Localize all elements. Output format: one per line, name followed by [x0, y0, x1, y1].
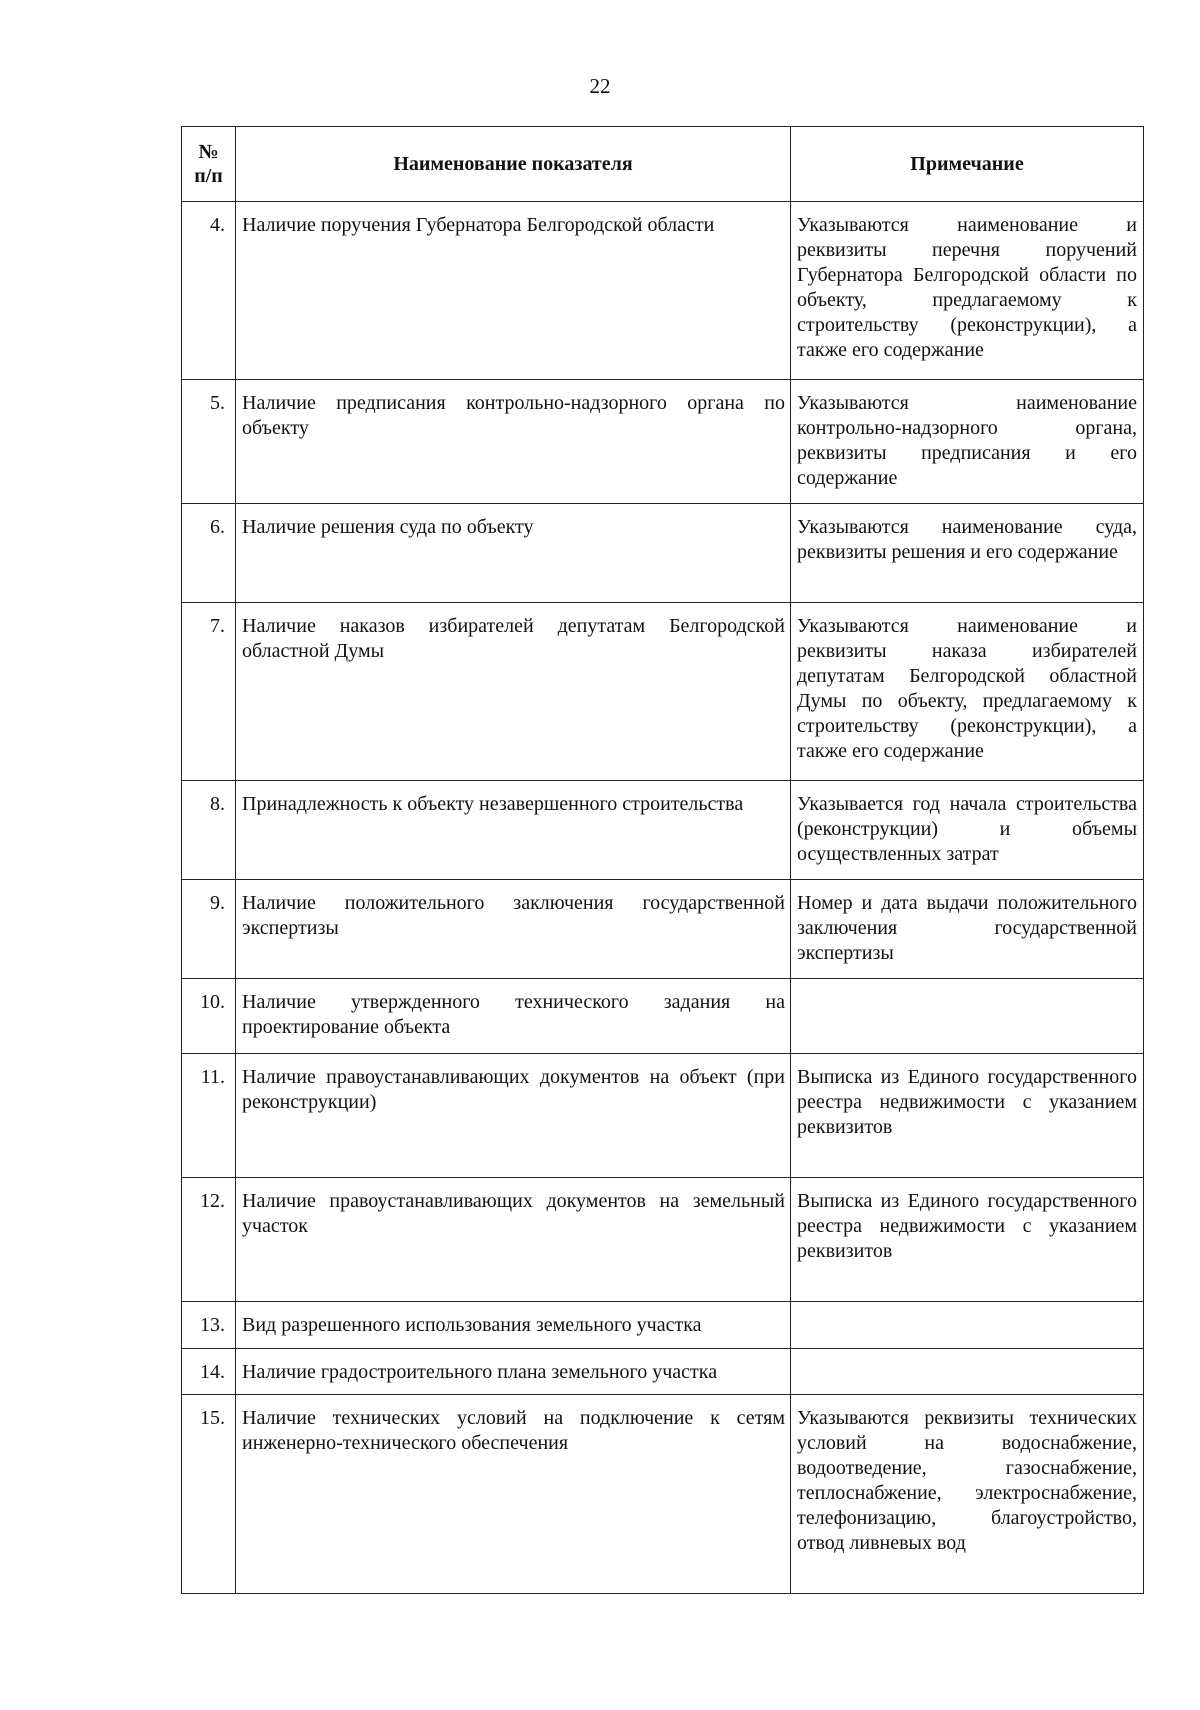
row-number: 11.	[182, 1054, 236, 1178]
table-row	[182, 504, 1144, 603]
row-number: 14.	[182, 1349, 236, 1395]
row-number: 7.	[182, 603, 236, 781]
indicators-table	[181, 126, 1144, 1594]
indicator-note: Указываются наименование и реквизиты перечня поручений Губернатора Белгородской области по объекту, предлагаемому к строительству (реконструкции), а также его содержание	[791, 202, 1144, 380]
indicator-name: Наличие наказов избирателей депутатам Белгородской областной Думы	[236, 603, 791, 781]
table-row	[182, 979, 1144, 1054]
indicator-note	[791, 979, 1144, 1054]
row-number: 10.	[182, 979, 236, 1054]
row-number: 8.	[182, 781, 236, 880]
table-header-row	[182, 127, 1144, 202]
row-number: 4.	[182, 202, 236, 380]
indicator-note: Номер и дата выдачи положительного заключения государственной экспертизы	[791, 880, 1144, 979]
row-number: 6.	[182, 504, 236, 603]
table-row	[182, 1302, 1144, 1349]
indicator-note: Указываются наименование суда, реквизиты решения и его содержание	[791, 504, 1144, 603]
indicator-name: Принадлежность к объекту незавершенного строительства	[236, 781, 791, 880]
row-number: 13.	[182, 1302, 236, 1349]
table-row	[182, 202, 1144, 380]
header-number: № п/п	[182, 127, 236, 202]
header-indicator-name: Наименование показателя	[236, 127, 791, 202]
table-row	[182, 1178, 1144, 1302]
indicator-note: Указываются реквизиты технических условий на водоснабжение, водоотведение, газоснабжение, теплоснабжение, электроснабжение, телефонизацию, благоустройство, отвод ливневых вод	[791, 1395, 1144, 1594]
indicator-note: Выписка из Единого государственного реестра недвижимости с указанием реквизитов	[791, 1178, 1144, 1302]
row-number: 12.	[182, 1178, 236, 1302]
indicator-note	[791, 1302, 1144, 1349]
indicator-note: Указываются наименование и реквизиты наказа избирателей депутатам Белгородской областной Думы по объекту, предлагаемому к строительству (реконструкции), а также его содержание	[791, 603, 1144, 781]
row-number: 5.	[182, 380, 236, 504]
table-row	[182, 1395, 1144, 1594]
indicator-name: Наличие поручения Губернатора Белгородской области	[236, 202, 791, 380]
table-row	[182, 1054, 1144, 1178]
page-number: 22	[589, 74, 611, 98]
indicator-note: Выписка из Единого государственного реестра недвижимости с указанием реквизитов	[791, 1054, 1144, 1178]
indicator-name: Наличие правоустанавливающих документов на земельный участок	[236, 1178, 791, 1302]
indicator-name: Наличие правоустанавливающих документов на объект (при реконструкции)	[236, 1054, 791, 1178]
indicator-name: Наличие положительного заключения государственной экспертизы	[236, 880, 791, 979]
indicator-name: Наличие утвержденного технического задания на проектирование объекта	[236, 979, 791, 1054]
table-row	[182, 603, 1144, 781]
indicator-note	[791, 1349, 1144, 1395]
indicator-name: Наличие решения суда по объекту	[236, 504, 791, 603]
indicator-name: Вид разрешенного использования земельного участка	[236, 1302, 791, 1349]
indicator-name: Наличие градостроительного плана земельного участка	[236, 1349, 791, 1395]
row-number: 15.	[182, 1395, 236, 1594]
indicator-note: Указывается год начала строительства (реконструкции) и объемы осуществленных затрат	[791, 781, 1144, 880]
table-row	[182, 1349, 1144, 1395]
table-row	[182, 880, 1144, 979]
header-note: Примечание	[791, 127, 1144, 202]
row-number: 9.	[182, 880, 236, 979]
indicator-note: Указываются наименование контрольно-надзорного органа, реквизиты предписания и его содержание	[791, 380, 1144, 504]
indicator-name: Наличие технических условий на подключение к сетям инженерно-технического обеспечения	[236, 1395, 791, 1594]
table-row	[182, 380, 1144, 504]
table-row	[182, 781, 1144, 880]
indicator-name: Наличие предписания контрольно-надзорного органа по объекту	[236, 380, 791, 504]
